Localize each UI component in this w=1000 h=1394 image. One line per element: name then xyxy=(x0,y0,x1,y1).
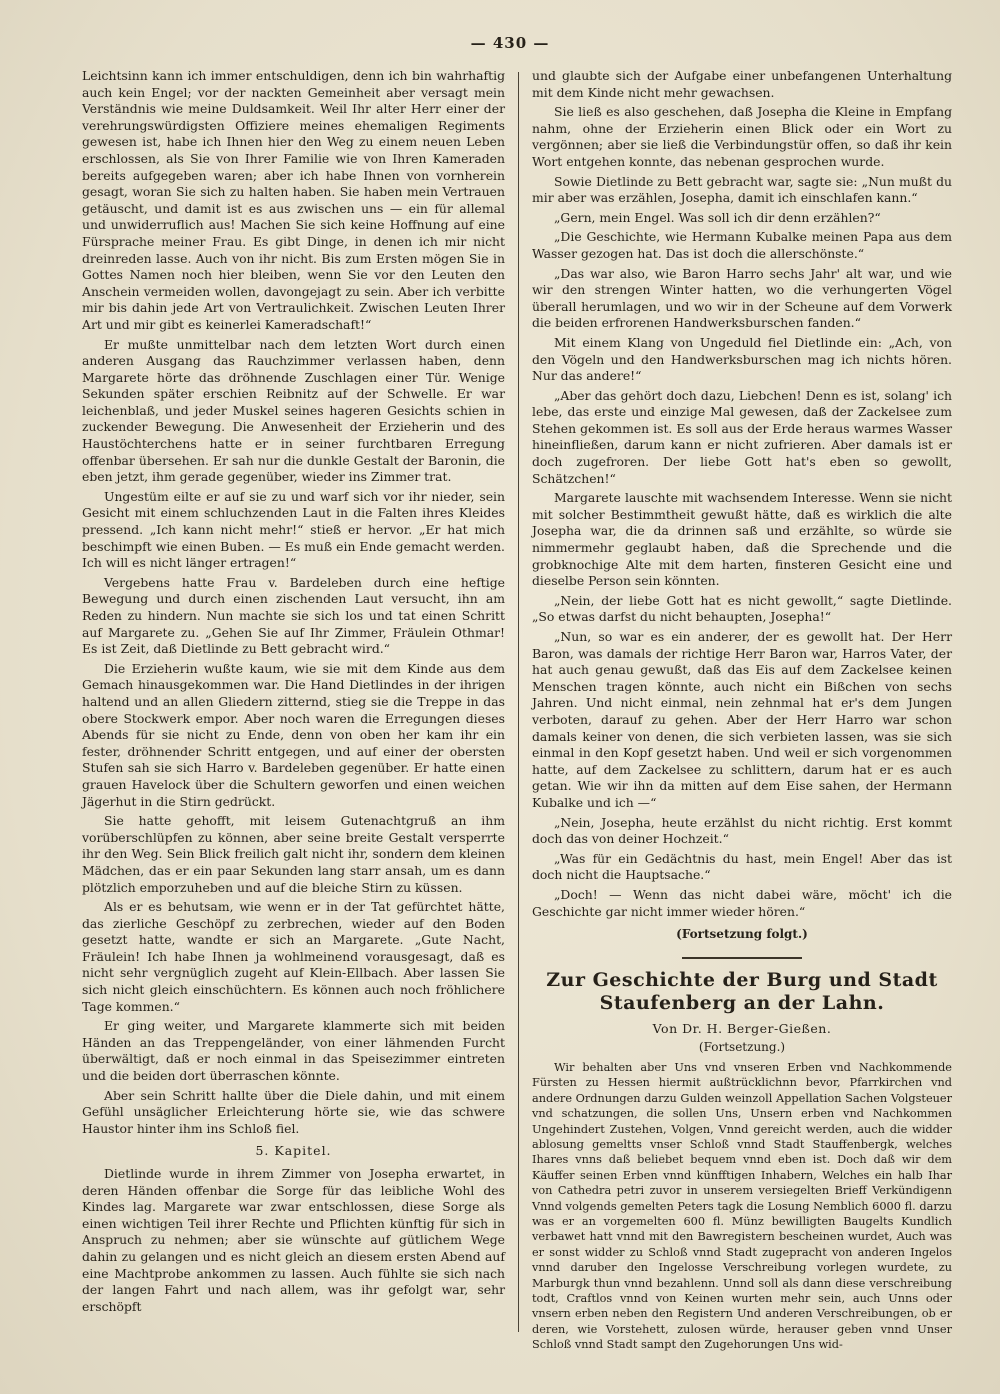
right-column xyxy=(532,68,952,1352)
paragraph: „Das war also, wie Baron Harro sechs Jahr' alt war, und wie wir den strengen Winter hatten, wo die verhungerten Vögel überall herumlagen, und wo wir in der Scheune auf dem Vorwerk die beiden erfrorenen Handwerksburschen fanden.“ xyxy=(532,265,952,331)
section-rule xyxy=(682,957,802,959)
paragraph: Sie ließ es also geschehen, daß Josepha die Kleine in Empfang nahm, ohne der Erzieherin einen Blick oder ein Wort zu vergönnen; aber sie ließ die Verbindungstür offen, so daß ihr kein Wort entgehen konnte, das nebenan gesprochen wurde. xyxy=(532,104,952,169)
left-column xyxy=(82,68,505,1330)
paragraph: Sie hatte gehofft, mit leisem Gutenachtgruß an ihm vorüberschlüpfen zu können, aber seine breite Gestalt versperrte ihr den Weg. Sein Blick freilich galt nicht ihr, sondern dem kleinen Mädchen, das er ein paar Sekunden lang starr ansah, um es dann plötzlich emporzuheben und auf die bleiche Stirn zu küssen. xyxy=(82,813,505,895)
article-subtitle: (Fortsetzung.) xyxy=(698,1040,786,1055)
paragraph: „Was für ein Gedächtnis du hast, mein Engel! Aber das ist doch nicht die Hauptsache.“ xyxy=(532,850,952,883)
paragraph: „Die Geschichte, wie Hermann Kubalke meinen Papa aus dem Wasser gezogen hat. Das ist doch die allerschönste.“ xyxy=(532,229,952,261)
chapter-heading: 5. Kapitel. xyxy=(255,1143,332,1159)
continued-note: (Fortsetzung folgt.) xyxy=(676,927,808,942)
paragraph: Aber sein Schritt hallte über die Diele dahin, und mit einem Gefühl unsäglicher Erleichterung hörte sie, wie das schwere Haustor hinter ihm ins Schloß fiel. xyxy=(82,1087,505,1136)
paragraph: Er mußte unmittelbar nach dem letzten Wort durch einen anderen Ausgang das Rauchzimmer verlassen haben, denn Margarete hörte das dröhnende Zuschlagen einer Tür. Wenige Sekunden später erschien Reibnitz auf der Schwelle. Er war leichenblaß, und jeder Muskel seines hageren Gesichts schien in zuckender Bewegung. Die Anwesenheit der Erzieherin und des Haustöchterchens hatte er in seiner furchtbaren Erregung offenbar übersehen. Er sah nur die dunkle Gestalt der Baronin, die eben jetzt, ihm gerade gegenüber, wieder ins Zimmer trat. xyxy=(82,336,505,485)
paragraph: „Nein, Josepha, heute erzählst du nicht richtig. Erst kommt doch das von deiner Hochzeit.“ xyxy=(532,814,952,847)
page-number: — 430 — xyxy=(470,34,550,52)
paragraph: Als er es behutsam, wie wenn er in der Tat gefürchtet hätte, das zierliche Geschöpf zu zerbrechen, wieder auf den Boden gesetzt hatte, wandte er sich an Margarete. „Gute Nacht, Fräulein! Ich habe Ihnen ja wohlmeinend vorausgesagt, daß es nicht sehr vergnüglich zugeht auf Klein-Ellbach. Aber lassen Sie sich nicht gleich einschüchtern. Es können auch noch fröhlichere Tage kommen.“ xyxy=(82,899,505,1014)
paragraph: Mit einem Klang von Ungeduld fiel Dietlinde ein: „Ach, von den Vögeln und den Handwerksburschen mag ich nichts hören. Nur das andere!“ xyxy=(532,334,952,384)
article-title: Zur Geschichte der Burg und Stadt Staufenberg an der Lahn. xyxy=(546,968,938,1014)
paragraph: Die Erzieherin wußte kaum, wie sie mit dem Kinde aus dem Gemach hinausgekommen war. Die Hand Dietlindes in der ihrigen haltend und an allen Gliedern zitternd, stieg sie die Treppe in das obere Stockwerk empor. Aber noch waren die Erregungen dieses Abends für sie nicht zu Ende, denn von oben her kam ihr ein fester, dröhnender Schritt entgegen, und auf einer der obersten Stufen sah sie sich Harro v. Bardeleben gegenüber. Er hatte einen grauen Havelock über die Schultern geworfen und einen weichen Jägerhut in die Stirn gedrückt. xyxy=(82,660,505,809)
paragraph: „Doch! — Wenn das nicht dabei wäre, möcht' ich die Geschichte gar nicht immer wieder hören.“ xyxy=(532,886,952,919)
paragraph: und glaubte sich der Aufgabe einer unbefangenen Unterhaltung mit dem Kinde nicht mehr gewachsen. xyxy=(532,68,952,100)
paragraph: Vergebens hatte Frau v. Bardeleben durch eine heftige Bewegung und durch einen zischenden Laut versucht, ihn am Reden zu hindern. Nun machte sie sich los und tat einen Schritt auf Margarete zu. „Gehen Sie auf Ihr Zimmer, Fräulein Othmar! Es ist Zeit, daß Dietlinde zu Bett gebracht wird.“ xyxy=(82,574,505,657)
paragraph: „Nun, so war es ein anderer, der es gewollt hat. Der Herr Baron, was damals der richtige Herr Baron war, Harros Vater, der hat auch genau gewußt, daß das Eis auf dem Zackelsee keinen Menschen tragen könnte, auch nicht ein Bißchen von sechs Jahren. Und nicht einmal, nein zehnmal hat er's dem Jungen verboten, darauf zu gehen. Aber der Herr Harro war schon damals keiner von denen, die sich verbieten lassen, was sie sich einmal in den Kopf gesetzt haben. Und weil er sich vorgenommen hatte, auf dem Zackelsee zu schlittern, darum hat er es auch getan. Wie wir ihn da mitten auf dem Eise sahen, der Hermann Kubalke und ich —“ xyxy=(532,629,952,810)
paragraph: Leichtsinn kann ich immer entschuldigen, denn ich bin wahrhaftig auch kein Engel; vor der nackten Gemeinheit aber versagt mein Verständnis wie meine Duldsamkeit. Weil Ihr alter Herr einer der verehrungswürdigsten Offiziere meines ehemaligen Regiments gewesen ist, habe ich Ihnen hier den Weg zu einem neuen Leben erschlossen, als Sie von Ihrer Familie wie von Ihren Kameraden bereits aufgegeben waren; aber ich habe Ihnen von vornherein gesagt, woran Sie sich zu halten haben. Sie haben mein Vertrauen getäuscht, und damit ist es aus zwischen uns — ein für allemal und unwiderruflich aus! Machen Sie sich keine Hoffnung auf eine Fürsprache meiner Frau. Es gibt Dinge, in denen ich mir nicht dreinreden lasse. Auch von ihr nicht. Bis zum Ersten mögen Sie in Gottes Namen noch hier bleiben, wenn Sie vor den Leuten den Anschein vermeiden wollen, davongejagt zu sein. Aber ich verbitte mir bis dahin jede Art von Vertraulichkeit. Zwischen Leuten Ihrer Art und mir gibt es keinerlei Kameradschaft!“ xyxy=(82,68,505,332)
paragraph: Sowie Dietlinde zu Bett gebracht war, sagte sie: „Nun mußt du mir aber was erzählen, Josepha, damit ich einschlafen kann.“ xyxy=(532,173,952,206)
paragraph: „Nein, der liebe Gott hat es nicht gewollt,“ sagte Dietlinde. „So etwas darfst du nicht behaupten, Josepha!“ xyxy=(532,592,952,625)
paragraph: Er ging weiter, und Margarete klammerte sich mit beiden Händen an das Treppengeländer, von einer lähmenden Furcht überwältigt, daß er noch einmal in das Speisezimmer eintreten und die beiden dort überraschen könnte. xyxy=(82,1018,505,1084)
paragraph: „Aber das gehört doch dazu, Liebchen! Denn es ist, solang' ich lebe, das erste und einzige Mal gewesen, daß der Zackelsee zum Stehen gekommen ist. Es soll aus der Erde heraus warmes Wasser hineinfließen, darum kann er nicht zufrieren. Aber damals ist er doch zugefroren. Der liebe Gott hat's eben so gewollt, Schätzchen!“ xyxy=(532,387,952,486)
paragraph: „Gern, mein Engel. Was soll ich dir denn erzählen?“ xyxy=(554,209,881,225)
article-text: Wir behalten aber Uns vnd vnseren Erben vnd Nachkommende Fürsten zu Hessen hiermit außtrücklichnn bevor, Pfarrkirchen vnd andere Ordnungen darzu Gulden weinzoll Appellation Sachen Volgsteuer vnd schatzungen, die sollen Uns, Unsern erben vnd Nachkommen Ungehindert Zustehen, Volgen, Vnnd gereicht werden, auch die widder ablosung gemeltts vnser Schloß vnnd Stadt Stauffenbergk, welches Ihares vnns daß beliebet bequem vnnd eben ist. Doch daß wir dem Käuffer seinen Erben vnnd künfftigen Inhabern, Welches ein halb Ihar von Cathedra petri zuvor in unserem versiegelten Brieff Verkündigenn Vnnd volgends gemelten Peters tagk die Losung Nemblich 6000 fl. darzu was er an vorgemelten 600 fl. Münz bewilligten Baugelts Kundlich verbawet hatt vnnd mit den Bawregistern bescheinen wurdet, Auch was er sonst widder zu Schloß vnnd Stadt zugepracht von anderen Ingelos vnnd daruber den Ingelosse Verschreibung vorlegen wurdete, zu Marburgk thun vnnd bezahlenn. Unnd soll als dann diese verschreibung todt, Craftlos vnnd von Keinen wurten mehr sein, auch Unns oder vnsern erben neben den Registern Und anderen Verschreibungen, ob er deren, wie Vorstehett, zulosen würde, herauser geben vnnd Unser Schloß vnnd Stadt sampt den Zugehorungen Uns wid- xyxy=(532,1060,952,1352)
paragraph: Dietlinde wurde in ihrem Zimmer von Josepha erwartet, in deren Händen offenbar die Sorge für das leibliche Wohl des Kindes lag. Margarete war zwar entschlossen, diese Sorge als einen wichtigen Teil ihrer Rechte und Pflichten künftig für sich in Anspruch zu nehmen; aber sie wünschte auf gütlichem Wege dahin zu gelangen und es nicht gleich an diesem ersten Abend auf eine Machtprobe ankommen zu lassen. Auch fühlte sie sich nach der langen Fahrt und nach allem, was ihr gefolgt war, sehr erschöpft xyxy=(82,1166,505,1314)
paragraph: Margarete lauschte mit wachsendem Interesse. Wenn sie nicht mit solcher Bestimmtheit gewußt hätte, daß es wirklich die alte Josepha war, die da drinnen saß und erzählte, so würde sie nimmermehr geglaubt haben, daß die Sprechende und die grobknochige Alte mit dem harten, finsteren Gesicht eine und dieselbe Person sein könnten. xyxy=(532,490,952,589)
article-byline: Von Dr. H. Berger-Gießen. xyxy=(652,1020,832,1036)
paragraph: Ungestüm eilte er auf sie zu und warf sich vor ihr nieder, sein Gesicht mit einem schluchzenden Laut in die Falten ihres Kleides pressend. „Ich kann nicht mehr!“ stieß er hervor. „Er hat mich beschimpft wie einen Buben. — Es muß ein Ende gemacht werden. Ich will es nicht länger ertragen!“ xyxy=(82,488,505,571)
column-divider xyxy=(518,72,519,1332)
